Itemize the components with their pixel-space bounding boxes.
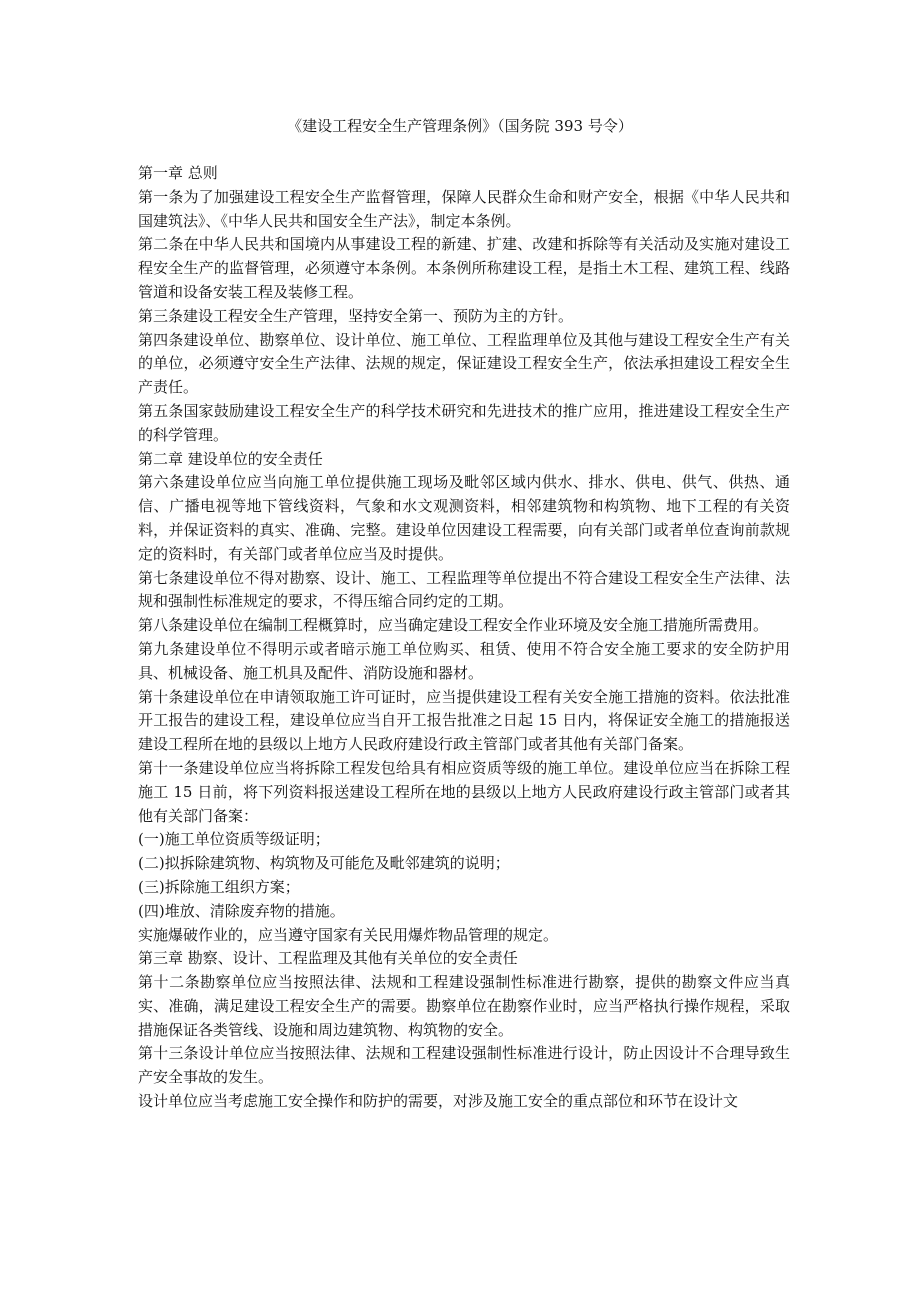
- chapter-heading: 第一章 总则: [138, 164, 218, 182]
- article-paragraph: 第一条为了加强建设工程安全生产监督管理，保障人民群众生命和财产安全，根据《中华人民共和国建筑法》、《中华人民共和国安全生产法》，制定本条例。: [138, 187, 790, 230]
- article-paragraph: 第二条在中华人民共和国境内从事建设工程的新建、扩建、改建和拆除等有关活动及实施对建设工程安全生产的监督管理，必须遵守本条例。本条例所称建设工程，是指土木工程、建筑工程、线路管道和设备安装工程及装修工程。: [138, 235, 790, 301]
- article-paragraph: 第十三条设计单位应当按照法律、法规和工程建设强制性标准进行设计，防止因设计不合理导致生产安全事故的发生。: [138, 1044, 790, 1087]
- article-paragraph: 第七条建设单位不得对勘察、设计、施工、工程监理等单位提出不符合建设工程安全生产法律、法规和强制性标准规定的要求，不得压缩合同约定的工期。: [138, 568, 790, 611]
- list-item: (四)堆放、清除废弃物的措施。: [138, 901, 345, 920]
- document-title: 《建设工程安全生产管理条例》（国务院 393 号令）: [287, 117, 633, 135]
- chapter-heading: 第二章 建设单位的安全责任: [138, 449, 323, 468]
- article-paragraph: 第十条建设单位在申请领取施工许可证时，应当提供建设工程有关安全施工措施的资料。依法批准开工报告的建设工程，建设单位应当自开工报告批准之日起 15 日内，将保证安全施工的措施报送建设工程所在地的县级以上地方人民政府建设行政主管部门或者其他有关部门备案。: [138, 687, 790, 754]
- article-paragraph: 第三条建设工程安全生产管理，坚持安全第一、预防为主的方针。: [138, 306, 574, 325]
- article-paragraph: 第五条国家鼓励建设工程安全生产的科学技术研究和先进技术的推广应用，推进建设工程安全生产的科学管理。: [138, 401, 790, 444]
- list-item: (二)拟拆除建筑物、构筑物及可能危及毗邻建筑的说明；: [138, 854, 510, 873]
- article-paragraph: 第十二条勘察单位应当按照法律、法规和工程建设强制性标准进行勘察，提供的勘察文件应当真实、准确，满足建设工程安全生产的需要。勘察单位在勘察作业时，应当严格执行操作规程，采取措施保证各类管线、设施和周边建筑物、构筑物的安全。: [138, 973, 790, 1039]
- article-paragraph: 实施爆破作业的，应当遵守国家有关民用爆炸物品管理的规定。: [138, 925, 559, 944]
- list-item: (一)施工单位资质等级证明；: [138, 830, 330, 849]
- document-body: [138, 162, 790, 1114]
- article-paragraph: 第四条建设单位、勘察单位、设计单位、施工单位、工程监理单位及其他与建设工程安全生产有关的单位，必须遵守安全生产法律、法规的规定，保证建设工程安全生产，依法承担建设工程安全生产责任。: [138, 330, 790, 397]
- article-paragraph: 第八条建设单位在编制工程概算时，应当确定建设工程安全作业环境及安全施工措施所需费用。: [138, 616, 769, 635]
- article-paragraph: 第六条建设单位应当向施工单位提供施工现场及毗邻区域内供水、排水、供电、供气、供热、通信、广播电视等地下管线资料，气象和水文观测资料，相邻建筑物和构筑物、地下工程的有关资料，并保证资料的真实、准确、完整。建设单位因建设工程需要，向有关部门或者单位查询前款规定的资料时，有关部门或者单位应当及时提供。: [138, 473, 790, 563]
- chapter-heading: 第三章 勘察、设计、工程监理及其他有关单位的安全责任: [138, 949, 518, 968]
- article-paragraph: 第九条建设单位不得明示或者暗示施工单位购买、租赁、使用不符合安全施工要求的安全防护用具、机械设备、施工机具及配件、消防设施和器材。: [138, 639, 790, 682]
- list-item: (三)拆除施工组织方案；: [138, 877, 300, 896]
- article-paragraph: 第十一条建设单位应当将拆除工程发包给具有相应资质等级的施工单位。建设单位应当在拆除工程施工 15 日前，将下列资料报送建设工程所在地的县级以上地方人民政府建设行政主管部门或者其他有关部门备案：: [138, 758, 790, 825]
- article-paragraph: 设计单位应当考虑施工安全操作和防护的需要，对涉及施工安全的重点部位和环节在设计文: [138, 1092, 739, 1111]
